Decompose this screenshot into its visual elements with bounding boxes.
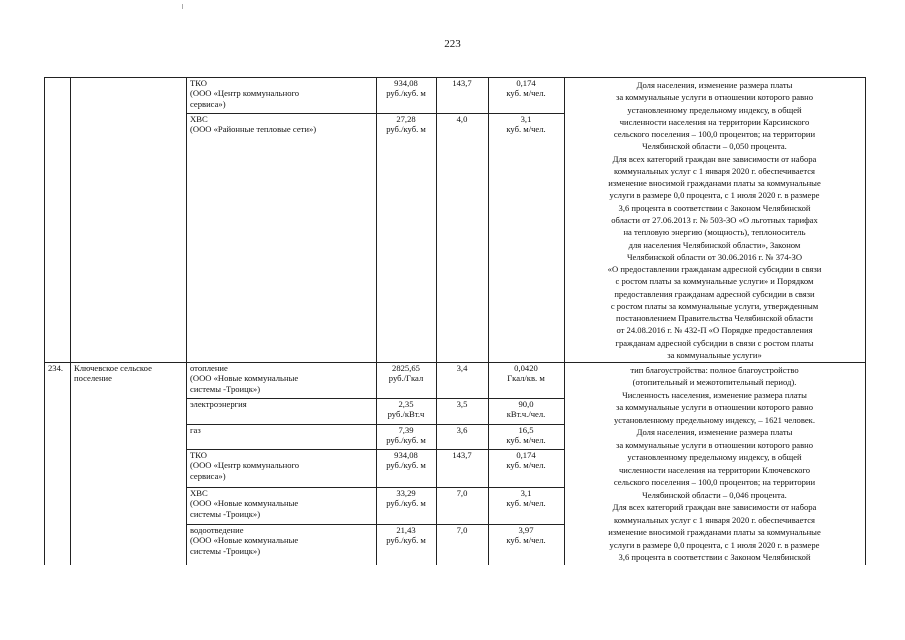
description-line: услуги в размере 0,0 процента, с 1 июля 2020 г. в размере <box>609 539 820 550</box>
service-name: системы -Троицк») <box>190 545 261 556</box>
index-percent: 143,7 <box>452 78 472 88</box>
consumption-norm: куб. м/чел. <box>506 435 546 446</box>
service-name: газ <box>190 425 201 435</box>
description-line: Численность населения, изменение размера платы <box>622 389 807 400</box>
description-line: от 24.08.2016 г. № 432-П «О Порядке предоставления <box>616 325 813 336</box>
tariff-value: руб./кВт.ч <box>387 409 425 420</box>
description-line: Челябинской области – 0,050 процента. <box>642 141 787 152</box>
settlement-name: Ключевское сельское <box>74 363 152 373</box>
description-line: численности населения на территории Ключевского <box>618 464 811 475</box>
description-line: коммунальных услуг с 1 января 2020 г. обеспечивается <box>614 165 815 176</box>
index-percent: 143,7 <box>452 450 472 460</box>
consumption-norm: куб. м/чел. <box>506 88 546 99</box>
consumption-norm: 0,174 <box>516 450 536 460</box>
column-border <box>70 77 71 565</box>
settlement-name: поселение <box>74 373 112 384</box>
description-line: Доля населения, изменение размера платы <box>636 80 793 90</box>
description-line: Доля населения, изменение размера платы <box>636 427 793 438</box>
description-line: Для всех категорий граждан вне зависимости от набора <box>612 153 817 164</box>
description-line: с ростом платы за коммунальные услуги» и Порядком <box>615 276 814 287</box>
description-line: Челябинской области от 30.06.2016 г. № 374-ЗО <box>626 251 803 262</box>
tariff-value: 2,35 <box>398 399 414 409</box>
description-line: сельского поселения – 100,0 процентов; на территории <box>613 477 816 488</box>
service-name: (ООО «Центр коммунального <box>190 460 300 471</box>
description-line: коммунальных услуг с 1 января 2020 г. обеспечивается <box>614 514 815 525</box>
service-name: сервиса») <box>190 98 226 109</box>
description-line: Челябинской области – 0,046 процента. <box>642 489 787 500</box>
description-line: 3,6 процента в соответствии с Законом Челябинской <box>618 552 811 563</box>
description-line: на тепловую энергию (мощность), теплоноситель <box>623 227 806 238</box>
consumption-norm: 16,5 <box>518 425 534 435</box>
consumption-norm: куб. м/чел. <box>506 498 546 509</box>
description-line: для населения Челябинской области», Законом <box>628 239 801 250</box>
description-line: за коммунальные услуги в отношении которого равно <box>615 439 814 450</box>
tariff-value: 934,08 <box>394 78 418 88</box>
consumption-norm: 0,0420 <box>514 363 538 373</box>
consumption-norm: кВт.ч./чел. <box>506 409 546 420</box>
description-line: тип благоустройства: полное благоустройство <box>630 365 799 375</box>
index-percent: 7,0 <box>456 525 468 535</box>
index-percent: 3,5 <box>456 399 468 409</box>
service-name: ТКО <box>190 78 207 88</box>
column-border <box>44 77 45 565</box>
tariff-value: руб./куб. м <box>386 435 426 446</box>
service-name: (ООО «Районные тепловые сети») <box>190 124 317 135</box>
consumption-norm: куб. м/чел. <box>506 460 546 471</box>
description-line: гражданам адресной субсидии в связи с ростом платы <box>615 337 814 348</box>
scan-mark <box>182 4 183 9</box>
consumption-norm: Гкал/кв. м <box>507 373 545 384</box>
tariff-value: руб./Гкал <box>388 373 424 384</box>
tariff-value: 21,43 <box>396 525 416 535</box>
tariff-value: 934,08 <box>394 450 418 460</box>
index-percent: 7,0 <box>456 488 468 498</box>
service-name: сервиса») <box>190 470 226 481</box>
consumption-norm: куб. м/чел. <box>506 535 546 546</box>
service-name: электроэнергия <box>190 399 247 409</box>
index-percent: 4,0 <box>456 114 468 124</box>
description-line: установленному предельному индексу, в общей <box>627 452 802 463</box>
tariff-value: 2825,65 <box>392 363 420 373</box>
tariff-value: руб./куб. м <box>386 535 426 546</box>
description-line: изменение вносимой гражданами платы за коммунальные <box>608 178 821 189</box>
service-name: системы -Троицк») <box>190 508 261 519</box>
service-name: (ООО «Центр коммунального <box>190 88 300 99</box>
description-line: численности населения на территории Карсинского <box>619 116 810 127</box>
description-line: «О предоставлении гражданам адресной субсидии в связи <box>607 264 822 275</box>
description-line: за коммунальные услуги» <box>667 349 762 360</box>
tariff-value: руб./куб. м <box>386 124 426 135</box>
tariff-value: 33,29 <box>396 488 416 498</box>
description-line: установленному предельному индексу, в общей <box>627 104 802 115</box>
tariff-value: 7,39 <box>398 425 414 435</box>
column-border <box>865 77 866 565</box>
description-line: за коммунальные услуги в отношении которого равно <box>615 92 814 103</box>
description-line: области от 27.06.2013 г. № 503-ЗО «О льготных тарифах <box>611 214 818 225</box>
description-line: сельского поселения – 100,0 процентов; на территории <box>613 129 816 140</box>
service-name: ХВС <box>190 488 208 498</box>
description-line: за коммунальные услуги в отношении которого равно <box>615 402 814 413</box>
consumption-norm: 3,1 <box>520 114 532 124</box>
tariff-value: 27,28 <box>396 114 416 124</box>
description-line: (отопительный и межотопительный период). <box>632 377 797 388</box>
description-line: Для всех категорий граждан вне зависимости от набора <box>612 502 817 513</box>
service-name: (ООО «Новые коммунальные <box>190 373 299 384</box>
tariff-value: руб./куб. м <box>386 460 426 471</box>
service-name: ХВС <box>190 114 208 124</box>
tariff-value: руб./куб. м <box>386 498 426 509</box>
description-line: услуги в размере 0,0 процента, с 1 июля 2020 г. в размере <box>609 190 820 201</box>
consumption-norm: 3,1 <box>520 488 532 498</box>
description-line: 3,6 процента в соответствии с Законом Челябинской <box>618 202 811 213</box>
tariff-value: руб./куб. м <box>386 88 426 99</box>
description-line: с ростом платы за коммунальные услуги, утвержденным <box>610 300 819 311</box>
service-name: (ООО «Новые коммунальные <box>190 498 299 509</box>
entry-number: 234. <box>48 363 64 373</box>
page-number: 223 <box>444 38 461 50</box>
description-line: установленному предельному индексу, – 1621 человек. <box>614 414 815 425</box>
consumption-norm: куб. м/чел. <box>506 124 546 135</box>
consumption-norm: 3,97 <box>518 525 534 535</box>
description-line: предоставления гражданам адресной субсидии в связи <box>614 288 815 299</box>
index-percent: 3,6 <box>456 425 468 435</box>
service-name: ТКО <box>190 450 207 460</box>
service-name: отопление <box>190 363 228 373</box>
description-line: постановлением Правительства Челябинской области <box>616 313 813 324</box>
consumption-norm: 0,174 <box>516 78 536 88</box>
consumption-norm: 90,0 <box>518 399 534 409</box>
service-name: (ООО «Новые коммунальные <box>190 535 299 546</box>
index-percent: 3,4 <box>456 363 468 373</box>
service-name: системы -Троицк») <box>190 383 261 394</box>
description-line: изменение вносимой гражданами платы за коммунальные <box>608 527 821 538</box>
service-name: водоотведение <box>190 525 244 535</box>
